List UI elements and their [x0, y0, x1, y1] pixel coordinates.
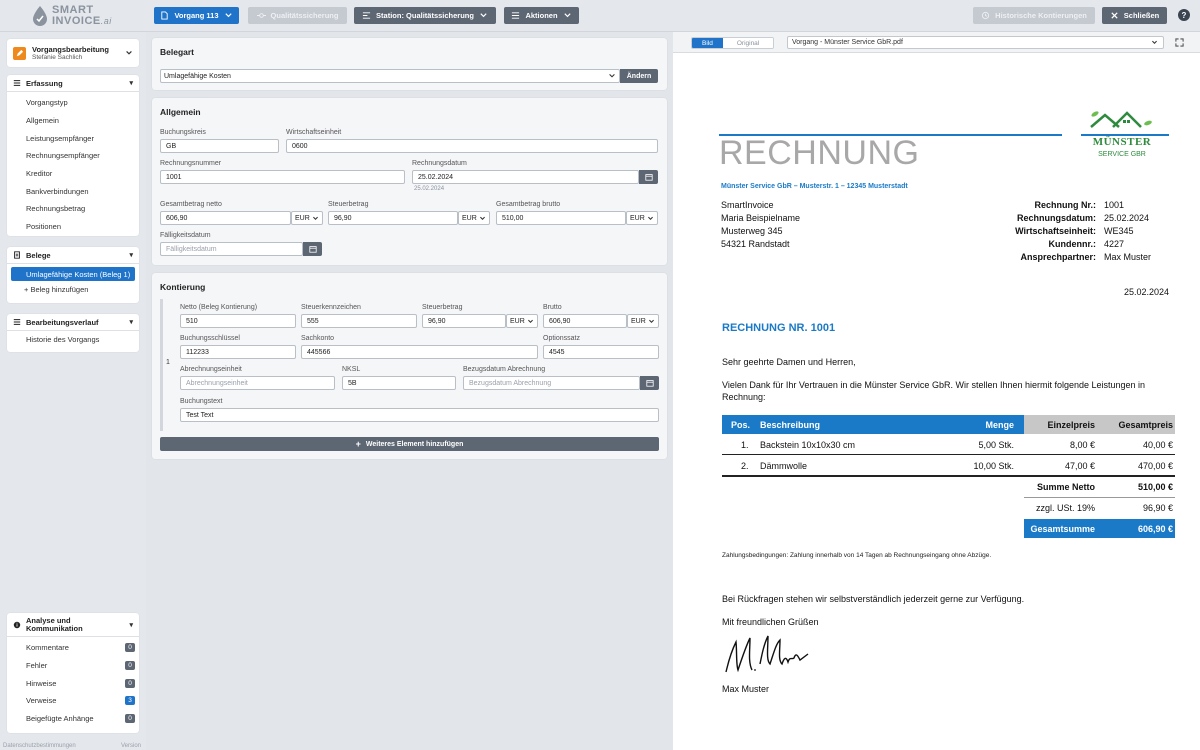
top-bar [0, 0, 1200, 32]
meta-value: WE345 [1104, 226, 1134, 236]
rechnungsdatum-label: Rechnungsdatum [412, 160, 467, 167]
k-buchungstext-field[interactable]: Test Text [180, 408, 659, 422]
k-steuer-label: Steuerbetrag [422, 304, 463, 311]
historische-kontierungen-button[interactable]: Historische Kontierungen [973, 7, 1095, 24]
row-pos: 2. [741, 461, 749, 471]
k-brutto-field[interactable]: 606,90 [543, 314, 627, 328]
count-badge: 0 [125, 714, 135, 723]
count-badge: 3 [125, 696, 135, 705]
document-icon [160, 11, 169, 20]
wirtschaftseinheit-label: Wirtschaftseinheit [286, 129, 342, 136]
calendar-icon[interactable] [640, 376, 659, 390]
calendar-icon[interactable] [639, 170, 658, 184]
payment-terms: Zahlungsbedingungen: Zahlung innerhalb von 14 Tagen ab Rechnungseingang ohne Abzüge. [722, 552, 992, 559]
row-unit: 47,00 € [1064, 461, 1095, 471]
sum-netto-value: 510,00 € [1137, 482, 1173, 492]
sender-line: Münster Service GbR – Musterstr. 1 – 12345 Musterstadt [721, 183, 908, 190]
netto-label: Gesamtbetrag netto [160, 201, 222, 208]
k-brutto-currency[interactable]: EUR [627, 314, 659, 328]
row-divider [722, 475, 1175, 477]
brutto-label: Gesamtbetrag brutto [496, 201, 561, 208]
expand-icon[interactable] [1175, 38, 1184, 47]
th-total: Gesamtpreis [1118, 420, 1173, 430]
k-optionssatz-label: Optionssatz [543, 335, 580, 342]
rechnungsdatum-hint: 25.02.2024 [414, 186, 445, 192]
vat-value: 96,90 € [1142, 503, 1173, 513]
k-bschl-label: Buchungsschlüssel [180, 335, 240, 342]
tab-original[interactable]: Original [723, 38, 773, 48]
closing-text: Bei Rückfragen stehen wir selbstverständlich jederzeit gerne zur Verfügung. [722, 594, 1025, 604]
k-steuer-field[interactable]: 96,90 [422, 314, 506, 328]
k-stkz-label: Steuerkennzeichen [301, 304, 361, 311]
sidebar-item-allgemein[interactable]: Allgemein [26, 116, 59, 126]
th-desc: Beschreibung [760, 420, 821, 430]
k-optionssatz-field[interactable]: 4545 [543, 345, 659, 359]
brutto-currency[interactable]: EUR [626, 211, 658, 225]
chevron-down-icon [125, 49, 133, 57]
sidebar-item-kreditor[interactable]: Kreditor [26, 169, 53, 179]
row-qty: 5,00 Stk. [978, 440, 1014, 450]
meta-label: Rechnungsdatum: [1016, 213, 1096, 223]
count-badge: 0 [125, 679, 135, 688]
schliessen-button[interactable]: Schließen [1102, 7, 1167, 24]
collapse-icon: ▾ [129, 621, 133, 629]
chevron-down-icon [608, 72, 616, 80]
row-pos: 1. [741, 440, 749, 450]
faelligkeit-field[interactable]: Fälligkeitsdatum [160, 242, 303, 256]
row-desc: Dämmwolle [760, 461, 808, 471]
bearbeitungsverlauf-section [7, 314, 139, 352]
aktionen-dropdown[interactable]: Aktionen [504, 7, 579, 24]
grand-total-label: Gesamtsumme [1030, 524, 1095, 534]
regards-text: Mit freundlichen Grüßen [722, 617, 819, 627]
chevron-down-icon [312, 215, 319, 222]
belege-section [7, 247, 139, 303]
signature-image [722, 634, 812, 678]
user-card[interactable] [7, 39, 139, 67]
rechnungsnummer-label: Rechnungsnummer [160, 160, 222, 167]
k-brutto-label: Brutto [543, 304, 562, 311]
row-index: 1 [166, 359, 170, 366]
erfassung-section [7, 75, 139, 236]
logo-text: SMART [52, 4, 94, 16]
receipt-icon [13, 251, 21, 259]
sidebar-item-positionen[interactable]: Positionen [26, 222, 62, 232]
meta-label: Wirtschaftseinheit: [1015, 226, 1096, 236]
recipient-line: 54321 Randstadt [721, 239, 790, 249]
chevron-down-icon [527, 318, 534, 325]
rechnungsnummer-field[interactable]: 1001 [160, 170, 405, 184]
recipient-line: Maria Beispielname [721, 213, 801, 223]
meta-label: Kundennr.: [1048, 239, 1096, 249]
brand-name: MÜNSTER [1092, 136, 1152, 148]
brutto-field[interactable]: 510,00 [496, 211, 626, 225]
file-select[interactable]: Vorgang - Münster Service GbR.pdf [787, 36, 1164, 49]
meta-value: 25.02.2024 [1104, 213, 1150, 223]
recipient-line: Musterweg 345 [721, 226, 783, 236]
sidebar-item-kommentare[interactable]: Kommentare 0 [7, 639, 139, 657]
buchungskreis-field[interactable]: GB [160, 139, 279, 153]
signer-name: Max Muster [722, 684, 770, 694]
netto-currency[interactable]: EUR [291, 211, 323, 225]
aendern-button[interactable]: Ändern [620, 69, 658, 83]
count-badge: 0 [125, 643, 135, 652]
erfassung-header[interactable]: Erfassung ▾ [7, 75, 139, 92]
sidebar-item-rechnungsempfaenger[interactable]: Rechnungsempfänger [26, 151, 100, 161]
k-nksl-field[interactable]: 5B [342, 376, 456, 390]
allgemein-panel [152, 98, 667, 265]
belegart-panel [152, 38, 667, 90]
steuer-label: Steuerbetrag [328, 201, 369, 208]
faelligkeit-label: Fälligkeitsdatum [160, 232, 211, 239]
sidebar-item-verweise[interactable]: Verweise 3 [7, 692, 139, 710]
main-form [146, 32, 673, 750]
brand-logo-icon [1087, 105, 1157, 133]
kontierung-title: Kontierung [160, 282, 206, 292]
k-abrechnung-field[interactable]: Abrechnungseinheit [180, 376, 335, 390]
vorgang-button[interactable]: Vorgang 113 [154, 7, 239, 24]
belegart-select[interactable]: Umlagefähige Kosten [160, 69, 620, 83]
belegart-title: Belegart [160, 47, 195, 57]
invoice-heading: RECHNUNG [719, 134, 920, 172]
chevron-down-icon [1151, 39, 1158, 46]
k-abrechnung-label: Abrechnungseinheit [180, 366, 242, 373]
history-icon [13, 318, 21, 326]
sum-netto-label: Summe Netto [1036, 482, 1095, 492]
steuer-field[interactable]: 96,90 [328, 211, 458, 225]
k-nksl-label: NKSL [342, 366, 361, 373]
chevron-down-icon [647, 215, 654, 222]
analyse-header[interactable]: Analyse und Kommunikation ▾ [7, 613, 139, 637]
history-icon [981, 11, 990, 20]
sidebar-item-rechnungsbetrag[interactable]: Rechnungsbetrag [26, 204, 86, 214]
k-steuer-currency[interactable]: EUR [506, 314, 538, 328]
th-pos: Pos. [731, 420, 751, 430]
invoice-document [673, 54, 1200, 750]
k-buchungstext-label: Buchungstext [180, 398, 223, 405]
add-beleg-link[interactable]: + Beleg hinzufügen [24, 285, 89, 295]
collapse-icon: ▾ [129, 319, 133, 326]
chevron-down-icon [563, 11, 572, 20]
k-bezugsdatum-label: Bezugsdatum Abrechnung [463, 366, 546, 373]
qualitaetssicherung-button[interactable]: Qualitätssicherung [248, 7, 347, 24]
k-stkz-field[interactable]: 555 [301, 314, 417, 328]
row-total: 470,00 € [1137, 461, 1173, 471]
row-qty: 10,00 Stk. [973, 461, 1014, 471]
logo-drop-icon [32, 6, 48, 26]
app-logo [32, 3, 124, 29]
grand-total-value: 606,90 € [1137, 524, 1173, 534]
k-sachkonto-label: Sachkonto [301, 335, 335, 342]
intro-text: Vielen Dank für Ihr Vertrauen in die Münster Service GbR. Wir stellen Ihnen hiermit folgende Leistungen in [722, 380, 1146, 390]
meta-value: Max Muster [1104, 252, 1152, 262]
chevron-down-icon [224, 11, 233, 20]
route-icon [257, 11, 266, 20]
sidebar-item-leistungsempfaenger[interactable]: Leistungsempfänger [26, 133, 94, 143]
view-toggle [691, 37, 774, 49]
count-badge: 0 [125, 661, 135, 670]
sidebar-item-vorgangstyp[interactable]: Vorgangstyp [26, 98, 68, 108]
sidebar-item-hinweise[interactable]: Hinweise 0 [7, 674, 139, 692]
sidebar [0, 32, 146, 750]
help-icon[interactable]: ? [1178, 9, 1190, 21]
list-icon [13, 79, 21, 87]
user-name: Stefanie Sachlich [32, 54, 83, 61]
netto-field[interactable]: 606,90 [160, 211, 291, 225]
meta-value: 4227 [1104, 239, 1125, 249]
brand-sub: SERVICE GBR [1098, 151, 1146, 158]
user-card-title: Vorgangsbearbeitung [32, 45, 109, 54]
th-unit: Einzelpreis [1047, 420, 1095, 430]
k-sachkonto-field[interactable]: 445566 [301, 345, 538, 359]
kontierung-panel [152, 273, 667, 459]
chevron-down-icon [479, 11, 488, 20]
calendar-icon[interactable] [303, 242, 322, 256]
analyse-section [7, 613, 139, 733]
logo-text-2: INVOICE.ai [52, 15, 112, 27]
chevron-down-icon [479, 215, 486, 222]
chevron-down-icon [648, 318, 655, 325]
invoice-title: RECHNUNG NR. 1001 [722, 322, 836, 334]
viewer-toolbar [673, 32, 1200, 53]
station-icon [362, 11, 371, 20]
k-netto-label: Netto (Beleg Kontierung) [180, 304, 258, 311]
allgemein-title: Allgemein [160, 107, 201, 117]
info-icon [13, 621, 21, 629]
collapse-icon: ▾ [129, 252, 133, 259]
sidebar-item-fehler[interactable]: Fehler 0 [7, 657, 139, 675]
sidebar-item-historie[interactable]: Historie des Vorgangs [26, 335, 100, 345]
sidebar-item-anhaenge[interactable]: Beigefügte Anhänge 0 [7, 710, 139, 728]
bearbeitungsverlauf-header[interactable]: Bearbeitungsverlauf ▾ [7, 314, 139, 331]
station-dropdown[interactable]: Station: Qualitätssicherung [354, 7, 496, 24]
add-element-button[interactable]: + Weiteres Element hinzufügen [160, 437, 659, 451]
row-unit: 8,00 € [1069, 440, 1095, 450]
privacy-link[interactable]: Datenschutzbestimmungen [3, 743, 76, 749]
k-bschl-field[interactable]: 112233 [180, 345, 296, 359]
meta-label: Rechnung Nr.: [1034, 200, 1096, 210]
version-label: Version [121, 743, 142, 749]
row-divider [722, 454, 1175, 455]
tab-bild[interactable]: Bild [692, 38, 723, 48]
row-total: 40,00 € [1142, 440, 1173, 450]
meta-label: Ansprechpartner: [1020, 252, 1096, 262]
row-desc: Backstein 10x10x30 cm [760, 440, 856, 450]
sidebar-item-bankverbindungen[interactable]: Bankverbindungen [26, 186, 89, 196]
menu-icon [511, 11, 520, 20]
recipient-line: SmartInvoice [721, 200, 774, 210]
k-netto-field[interactable]: 510 [180, 314, 296, 328]
k-bezugsdatum-field[interactable]: Bezugsdatum Abrechnung [463, 376, 640, 390]
sum-divider [1024, 497, 1175, 498]
steuer-currency[interactable]: EUR [458, 211, 490, 225]
invoice-date: 25.02.2024 [1124, 287, 1170, 297]
rechnungsdatum-field[interactable]: 25.02.2024 [412, 170, 639, 184]
buchungskreis-label: Buchungskreis [160, 129, 206, 136]
collapse-icon: ▾ [129, 80, 133, 87]
belege-header[interactable]: Belege ▾ [7, 247, 139, 264]
intro-text-2: Rechnung: [722, 392, 766, 402]
sidebar-item-beleg-1[interactable]: Umlagefähige Kosten (Beleg 1) [11, 267, 135, 281]
edit-icon [13, 47, 26, 60]
document-viewer [673, 32, 1200, 750]
wirtschaftseinheit-field[interactable]: 0600 [286, 139, 658, 153]
close-icon [1110, 11, 1119, 20]
meta-value: 1001 [1104, 200, 1125, 210]
th-qty: Menge [985, 420, 1014, 430]
vat-label: zzgl. USt. 19% [1035, 503, 1095, 513]
greeting: Sehr geehrte Damen und Herren, [722, 357, 856, 367]
